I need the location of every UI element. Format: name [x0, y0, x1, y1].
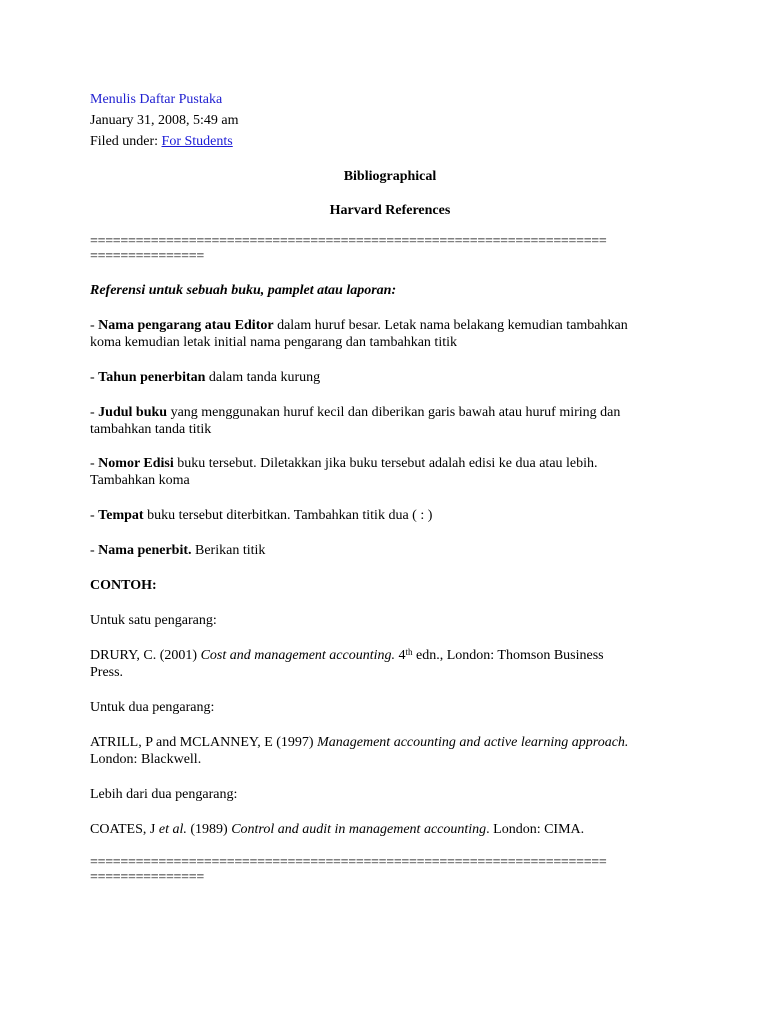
rule-item — [90, 369, 690, 386]
rule-text: buku tersebut diterbitkan. Tambahkan titik dua ( : ) — [143, 508, 433, 523]
rule-text: Berikan titik — [191, 543, 266, 558]
section-title: Referensi untuk sebuah buku, pamplet atau laporan: — [90, 283, 397, 298]
rule-dash: - — [90, 405, 99, 420]
rule-term: Tahun penerbitan — [98, 370, 206, 385]
ref-publisher: London: Blackwell. — [90, 752, 202, 767]
ref-edition: 4 — [395, 648, 406, 663]
rule-item — [90, 317, 690, 351]
rule-item — [90, 507, 690, 524]
rule-dash: - — [90, 508, 99, 523]
separator-line: ==================================================================== — [90, 234, 607, 249]
rule-item — [90, 404, 690, 438]
rule-text: dalam huruf besar. Letak nama belakang kemudian tambahkan — [273, 318, 628, 333]
rule-text: yang menggunakan huruf kecil dan diberikan garis bawah atau huruf miring dan — [167, 405, 621, 420]
rule-item — [90, 455, 690, 489]
ref-publisher: edn., London: Thomson Business — [412, 648, 604, 663]
ref-publisher-cont: Press. — [90, 665, 124, 680]
rule-dash: - — [90, 543, 99, 558]
rule-term: Nomor Edisi — [98, 456, 174, 471]
document-page — [90, 89, 690, 885]
rule-text: buku tersebut. Diletakkan jika buku tersebut adalah edisi ke dua atau lebih. — [173, 456, 598, 471]
post-date: January 31, 2008, 5:49 am — [90, 113, 239, 128]
post-title[interactable]: Menulis Daftar Pustaka — [90, 92, 223, 107]
rule-dash: - — [90, 318, 99, 333]
heading-harvard: Harvard References — [329, 203, 451, 218]
filed-under — [90, 131, 690, 152]
filed-under-label: Filed under: — [90, 134, 159, 149]
ref-author: DRURY, C. (2001) — [90, 648, 201, 663]
heading-bibliographical: Bibliographical — [343, 169, 437, 184]
category-link[interactable]: For Students — [161, 134, 233, 149]
rule-dash: - — [90, 456, 99, 471]
ref-title: Cost and management accounting. — [200, 648, 396, 663]
separator-line: =============== — [90, 249, 204, 264]
rule-item — [90, 542, 690, 559]
rule-term: Nama pengarang atau Editor — [98, 318, 274, 333]
rule-term: Tempat — [98, 508, 144, 523]
rule-term: Nama penerbit. — [98, 543, 192, 558]
ref-author: ATRILL, P and MCLANNEY, E (1997) — [90, 735, 318, 750]
rule-text-cont: Tambahkan koma — [90, 473, 190, 488]
separator-bottom — [90, 855, 690, 885]
rule-term: Judul buku — [98, 405, 168, 420]
ref-year: (1989) — [186, 822, 232, 837]
ref-title: Control and audit in management accounting — [231, 822, 487, 837]
ref-author: COATES, J — [90, 822, 159, 837]
ref-etal: et al. — [158, 822, 187, 837]
example-label: CONTOH: — [90, 578, 157, 593]
rule-text-cont: tambahkan tanda titik — [90, 422, 212, 437]
reference-many-authors — [90, 821, 690, 838]
ref-edition-sup: th — [405, 647, 413, 657]
separator-line: =============== — [90, 870, 204, 885]
two-authors-label: Untuk dua pengarang: — [90, 700, 215, 715]
separator-line: ==================================================================== — [90, 855, 607, 870]
one-author-label: Untuk satu pengarang: — [90, 613, 217, 628]
separator-top — [90, 234, 690, 264]
rule-text: dalam tanda kurung — [205, 370, 321, 385]
rule-dash: - — [90, 370, 99, 385]
ref-title: Management accounting and active learning approach. — [317, 735, 629, 750]
many-authors-label: Lebih dari dua pengarang: — [90, 787, 238, 802]
reference-two-authors — [90, 734, 690, 768]
ref-publisher: . London: CIMA. — [486, 822, 585, 837]
rule-text-cont: koma kemudian letak initial nama pengarang dan tambahkan titik — [90, 335, 457, 350]
reference-one-author — [90, 647, 690, 681]
